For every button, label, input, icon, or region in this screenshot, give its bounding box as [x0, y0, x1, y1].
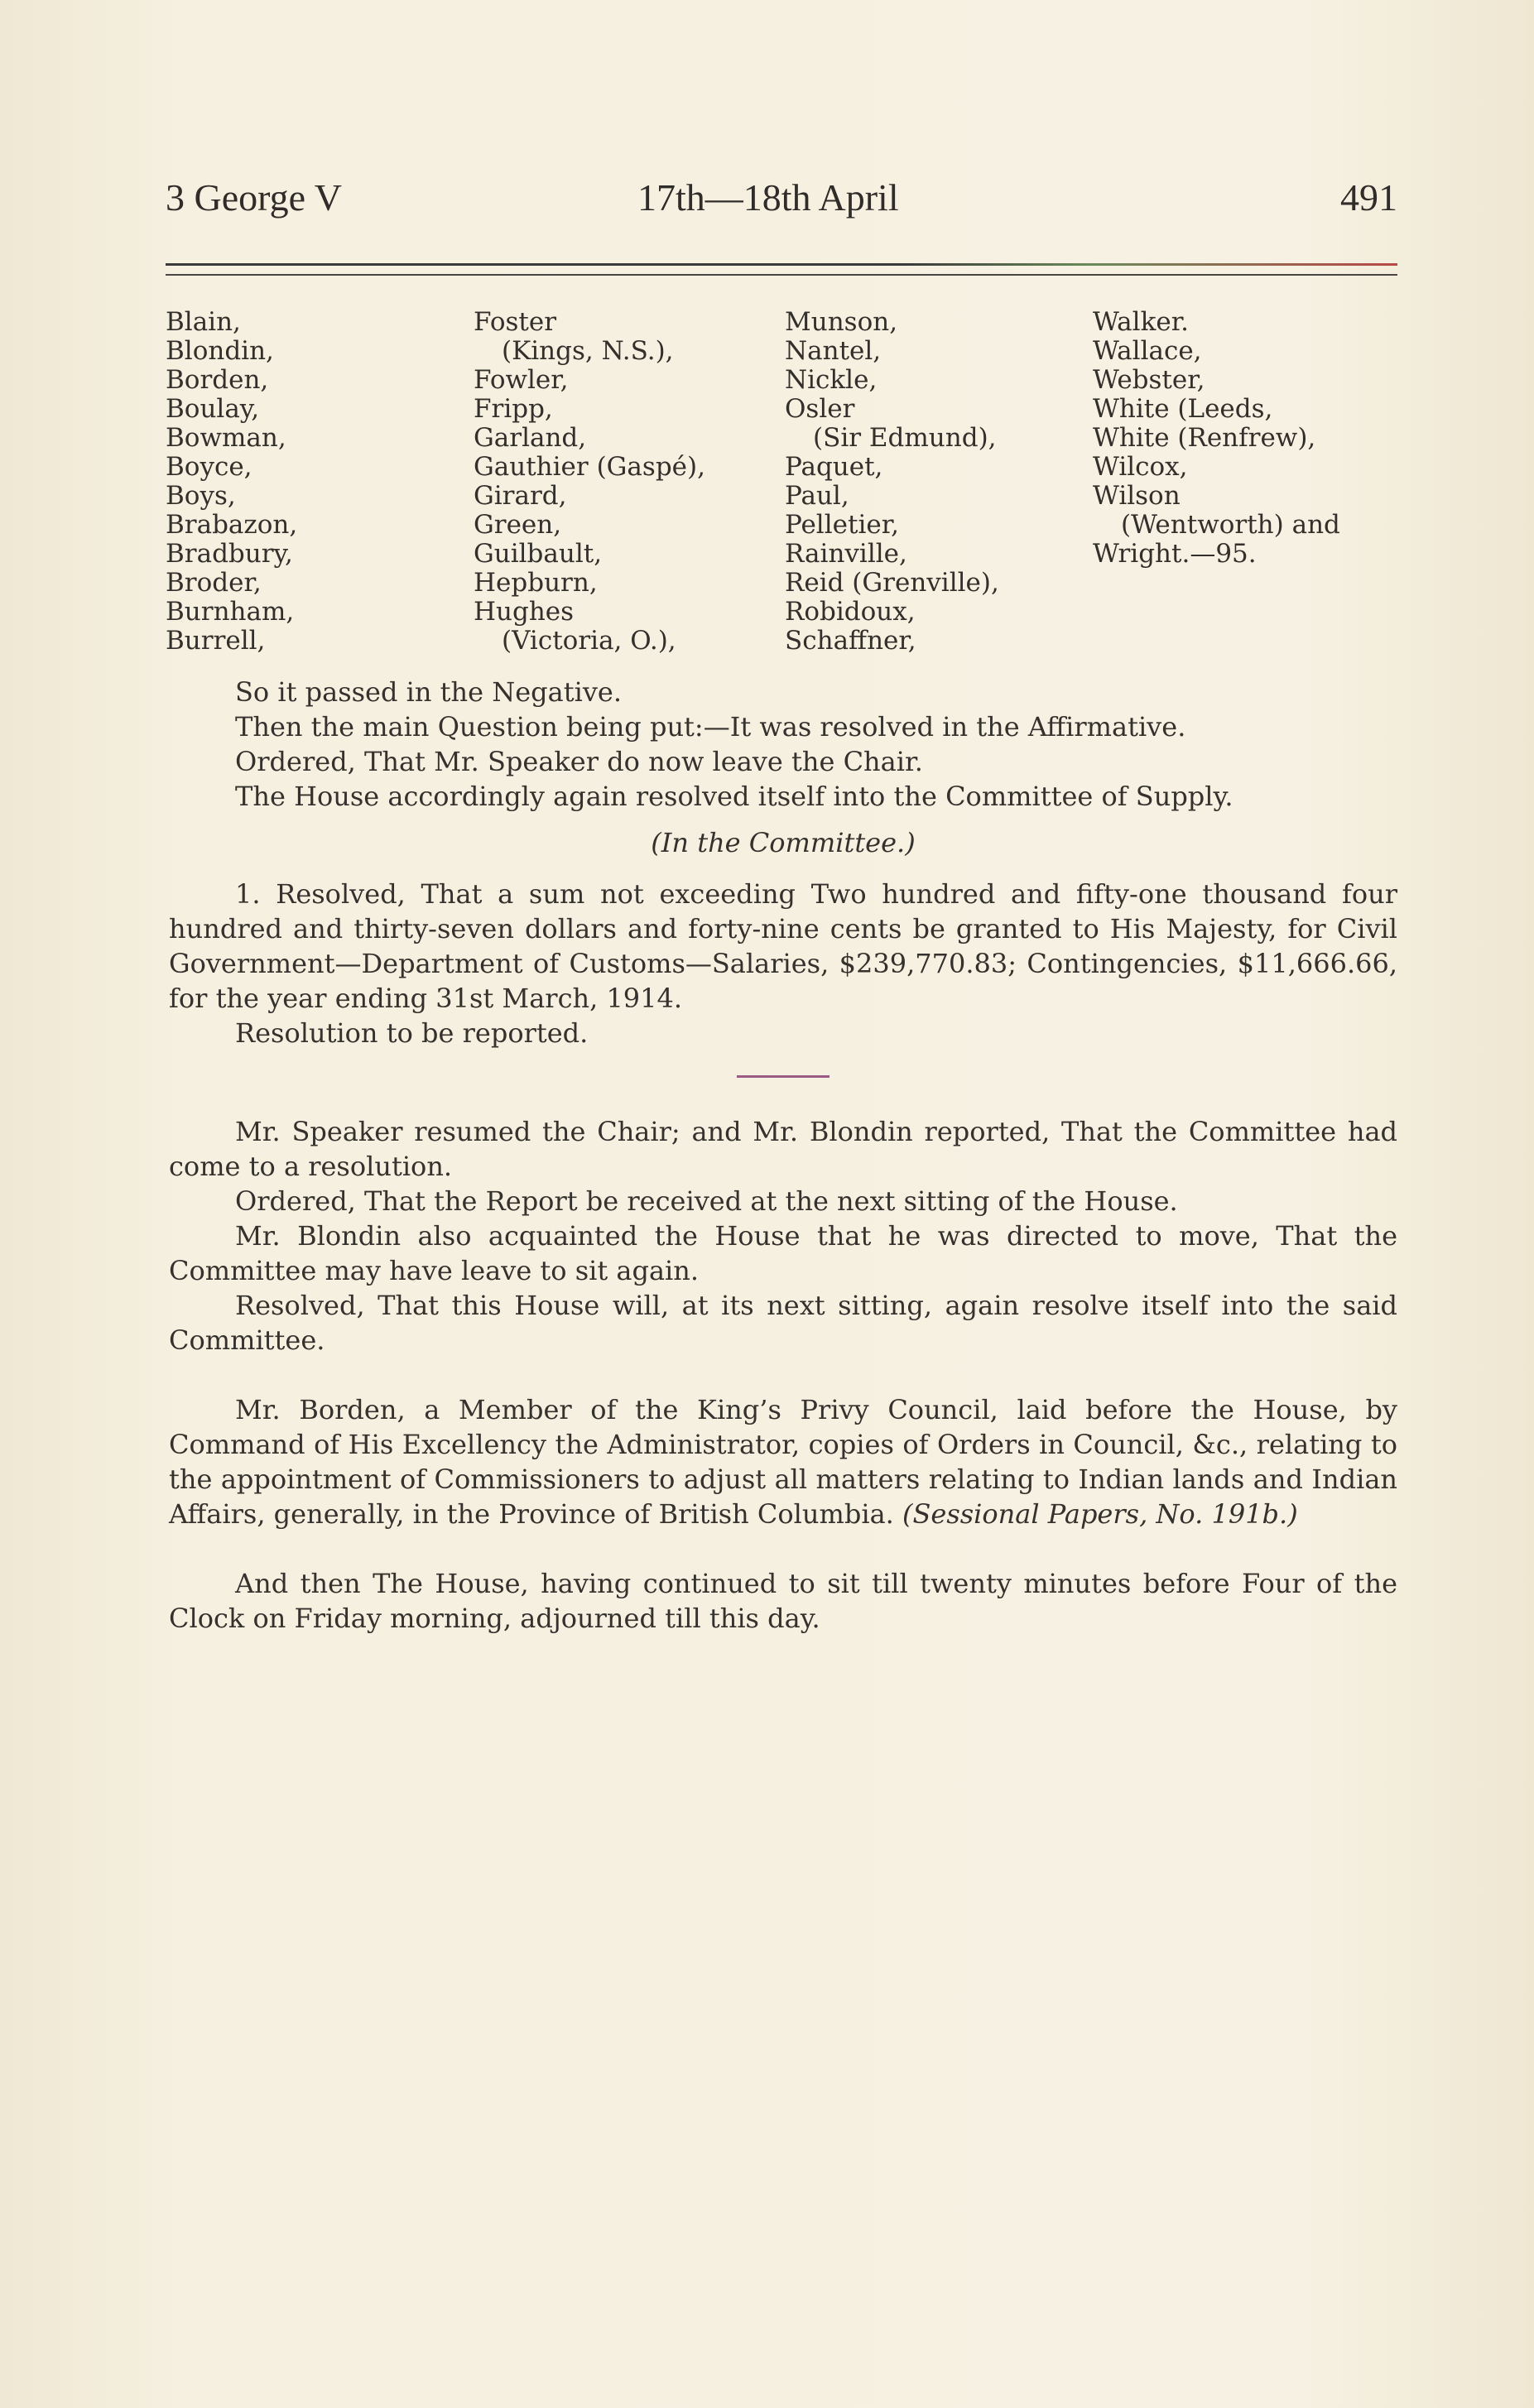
name-entry: Girard, — [474, 481, 567, 511]
section-divider — [737, 1075, 830, 1078]
name-entry: Bradbury, — [166, 539, 293, 569]
name-entry: Burnham, — [166, 597, 295, 627]
name-entry: White (Renfrew), — [1093, 423, 1316, 453]
name-entry: Bowman, — [166, 423, 286, 453]
page-header — [166, 175, 1397, 233]
name-entry: Boys, — [166, 481, 236, 511]
name-entry: Wilson — [1093, 481, 1181, 511]
names-column-1 — [166, 308, 297, 656]
name-entry: Fowler, — [474, 365, 569, 395]
name-entry: Nantel, — [785, 336, 882, 366]
paragraph-resolution-1: 1. Resolved, That a sum not exceeding Two hundred and fifty-one thousand four hundred and thirty-seven dollars and forty-nine cents be granted to His Majesty, for Civil Government—Department of Customs—Salaries, $239,770.83; Contingencies, $11,666.66, for the year ending 31st March, 1914. — [169, 878, 1397, 1014]
committee-heading: (In the Committee.) — [651, 827, 916, 858]
division-names-list — [166, 308, 1397, 664]
spacer — [169, 1358, 1397, 1392]
header-date: 17th—18th April — [637, 176, 899, 219]
name-entry: Walker. — [1093, 307, 1189, 337]
paragraph-ordered-report: Ordered, That the Report be received at the next sitting of the House. — [235, 1185, 1178, 1217]
names-column-3 — [785, 308, 999, 656]
names-column-4 — [1093, 308, 1340, 569]
name-entry: Paul, — [785, 481, 849, 511]
name-entry: Garland, — [474, 423, 587, 453]
name-entry: Nickle, — [785, 365, 878, 395]
name-entry: Robidoux, — [785, 597, 916, 627]
name-entry: Foster — [474, 307, 557, 337]
name-entry: Rainville, — [785, 539, 907, 569]
borden-text: Mr. Borden, a Member of the King’s Privy Council, laid before the House, by Command of His Excellency the Administrator, copies of Orders in Council, &c., relating to the appointment of Commissioners to adjust all matters relating to Indian lands and Indian Affairs, generally, in the Province of British Columbia. — [169, 1394, 1397, 1530]
name-entry: White (Leeds, — [1093, 394, 1273, 424]
name-entry: Paquet, — [785, 452, 883, 482]
name-entry: Broder, — [166, 568, 262, 598]
paragraph-borden-papers — [169, 1392, 1397, 1531]
name-entry: Wallace, — [1093, 336, 1202, 366]
header-rule-secondary — [166, 274, 1397, 276]
name-entry: Green, — [474, 510, 562, 540]
name-entry: Pelletier, — [785, 510, 899, 540]
name-entry: Blondin, — [166, 336, 274, 366]
name-entry: Reid (Grenville), — [785, 568, 999, 598]
paragraph-adjourned: And then The House, having continued to sit till twenty minutes before Four of the Clock on Friday morning, adjourned till this day. — [169, 1568, 1397, 1634]
header-rule — [166, 263, 1397, 266]
paragraph-main-question: Then the main Question being put:—It was resolved in the Affirmative. — [235, 711, 1186, 743]
names-column-2 — [474, 308, 705, 656]
name-entry: Osler — [785, 394, 855, 424]
name-entry: Guilbault, — [474, 539, 603, 569]
sessional-papers-ref: (Sessional Papers, No. 191b.) — [902, 1498, 1298, 1530]
name-entry: Webster, — [1093, 365, 1205, 395]
page-number: 491 — [1340, 176, 1397, 219]
name-entry: Munson, — [785, 307, 898, 337]
paragraph-negative: So it passed in the Negative. — [235, 676, 622, 708]
name-entry: Blain, — [166, 307, 241, 337]
paragraph-ordered-chair: Ordered, That Mr. Speaker do now leave the Chair. — [235, 746, 923, 777]
name-entry: Fripp, — [474, 394, 553, 424]
name-entry: Burrell, — [166, 626, 266, 656]
name-entry: Hepburn, — [474, 568, 598, 598]
name-entry: Hughes — [474, 597, 575, 627]
name-entry: Boyce, — [166, 452, 252, 482]
name-entry: Boulay, — [166, 394, 260, 424]
name-entry: Wilcox, — [1093, 452, 1188, 482]
name-entry: Schaffner, — [785, 626, 916, 656]
name-entry: Wright.—95. — [1093, 539, 1257, 569]
paragraph-resolution-reported: Resolution to be reported. — [235, 1017, 589, 1049]
proceedings-body — [169, 675, 1397, 1636]
name-entry: Brabazon, — [166, 510, 298, 540]
name-entry: (Wentworth) and — [1121, 510, 1340, 540]
name-entry: Borden, — [166, 365, 269, 395]
paragraph-resolved-next: Resolved, That this House will, at its next sitting, again resolve itself into the said Committee. — [169, 1290, 1397, 1356]
paragraph-house-supply: The House accordingly again resolved itself into the Committee of Supply. — [235, 781, 1233, 812]
name-entry: Gauthier (Gaspé), — [474, 452, 705, 482]
header-regnal-year: 3 George V — [166, 176, 342, 219]
paragraph-blondin-acquainted: Mr. Blondin also acquainted the House that he was directed to move, That the Committee may have leave to sit again. — [169, 1220, 1397, 1286]
name-entry: (Kings, N.S.), — [502, 336, 674, 366]
name-entry: (Sir Edmund), — [813, 423, 997, 453]
paragraph-speaker-resumed: Mr. Speaker resumed the Chair; and Mr. Blondin reported, That the Committee had come to a resolution. — [169, 1116, 1397, 1182]
spacer — [169, 1531, 1397, 1566]
name-entry: (Victoria, O.), — [502, 626, 676, 656]
